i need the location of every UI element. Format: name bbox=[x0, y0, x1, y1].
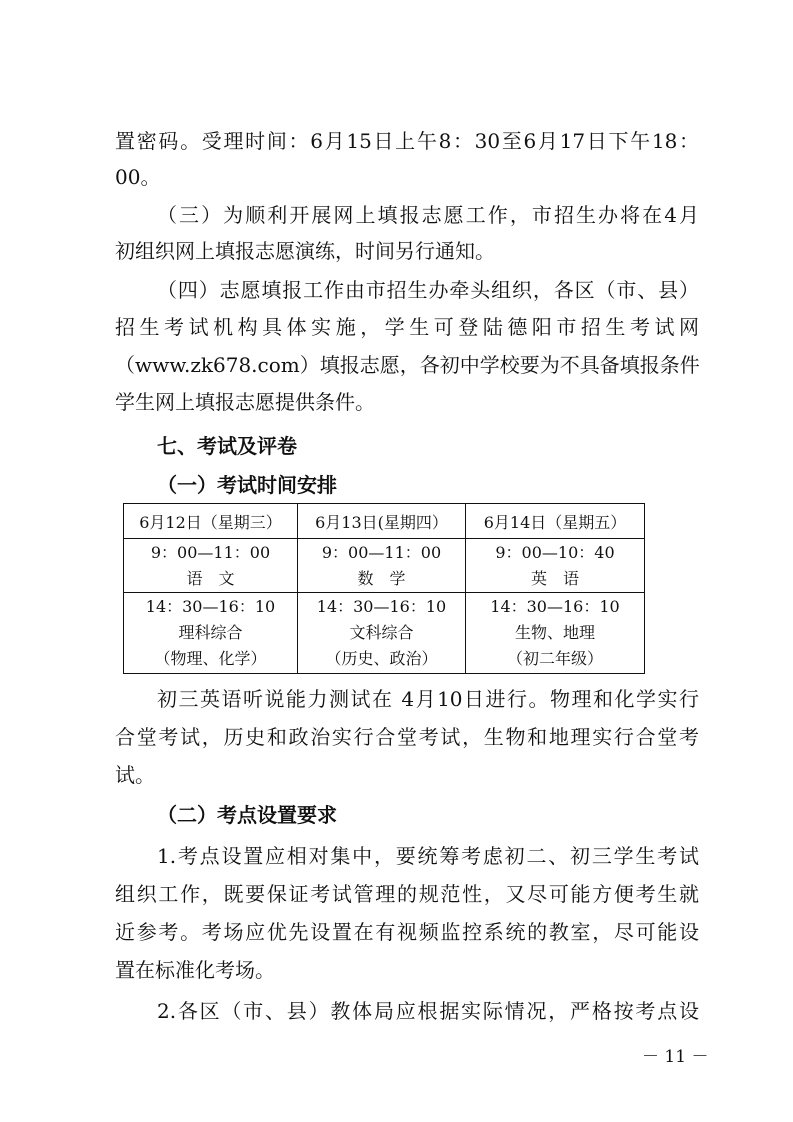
exam-time: 14：30—16：10 bbox=[490, 597, 620, 616]
paragraph-line: 学生网上填报志愿提供条件。 bbox=[115, 390, 375, 414]
paragraph-line: 00。 bbox=[115, 165, 161, 189]
table-cell bbox=[124, 539, 298, 593]
exam-time: 14：30—16：10 bbox=[145, 597, 276, 616]
table-header-cell: 6月13日(星期四） bbox=[298, 504, 466, 539]
exam-subject: 语 文 bbox=[186, 568, 235, 588]
exam-subject: 数 学 bbox=[357, 568, 406, 588]
subsection-heading: （二）考点设置要求 bbox=[157, 803, 337, 827]
table-cell bbox=[466, 539, 645, 593]
exam-time: 9：00—10：40 bbox=[495, 542, 615, 562]
exam-time: 14：30—16：10 bbox=[316, 597, 447, 616]
exam-time: 9：00—11：00 bbox=[321, 542, 442, 562]
paragraph-line: 2.各区（市、县）教体局应根据实际情况，严格按考点设 bbox=[157, 999, 699, 1023]
exam-subject-note: （初二年级） bbox=[506, 649, 603, 668]
table-cell bbox=[298, 539, 466, 593]
paragraph-line: （四）志愿填报工作由市招生办牵头组织，各区（市、县） bbox=[157, 278, 699, 302]
paragraph-line: （www.zk678.com）填报志愿，各初中学校要为不具备填报条件 bbox=[115, 353, 700, 377]
paragraph-line: 置在标准化考场。 bbox=[115, 958, 275, 982]
paragraph-line: 招生考试机构具体实施，学生可登陆德阳市招生考试网 bbox=[115, 315, 699, 339]
paragraph-line: 近参考。考场应优先设置在有视频监控系统的教室，尽可能设 bbox=[115, 920, 699, 944]
exam-subject: 英 语 bbox=[530, 568, 579, 588]
exam-subject: 文科综合 bbox=[349, 623, 414, 642]
paragraph-line: 初组织网上填报志愿演练，时间另行通知。 bbox=[115, 239, 495, 263]
table-row-afternoon bbox=[124, 593, 645, 674]
table-header-cell: 6月12日（星期三） bbox=[124, 504, 298, 539]
paragraph-line: 置密码。受理时间：6月15日上午8：30至6月17日下午18： bbox=[115, 129, 699, 153]
paragraph-line: （三）为顺利开展网上填报志愿工作，市招生办将在4月 bbox=[157, 203, 699, 227]
table-header-cell: 6月14日（星期五） bbox=[466, 504, 645, 539]
exam-subject: 理科综合 bbox=[178, 623, 243, 642]
paragraph-line: 组织工作，既要保证考试管理的规范性，又尽可能方便考生就 bbox=[115, 882, 699, 906]
exam-subject: 生物、地理 bbox=[514, 623, 595, 642]
paragraph-line: 初三英语听说能力测试在 4月10日进行。物理和化学实行 bbox=[157, 687, 699, 711]
table-cell bbox=[124, 593, 298, 674]
table-cell bbox=[466, 593, 645, 674]
table-cell bbox=[298, 593, 466, 674]
exam-schedule-table bbox=[123, 503, 645, 674]
exam-subject-note: （历史、政治） bbox=[325, 649, 438, 668]
table-header-row bbox=[124, 504, 645, 539]
paragraph-line: 1.考点设置应相对集中，要统筹考虑初二、初三学生考试 bbox=[157, 844, 699, 868]
exam-subject-note: （物理、化学） bbox=[154, 649, 267, 668]
section-heading: 七、考试及评卷 bbox=[157, 434, 297, 458]
exam-time: 9：00—11：00 bbox=[150, 542, 271, 562]
page-number: － 11 － bbox=[642, 1047, 709, 1067]
paragraph-line: 合堂考试，历史和政治实行合堂考试，生物和地理实行合堂考 bbox=[115, 725, 699, 749]
paragraph-line: 试。 bbox=[115, 763, 155, 787]
table-row-morning bbox=[124, 539, 645, 593]
subsection-heading: （一）考试时间安排 bbox=[157, 473, 337, 497]
